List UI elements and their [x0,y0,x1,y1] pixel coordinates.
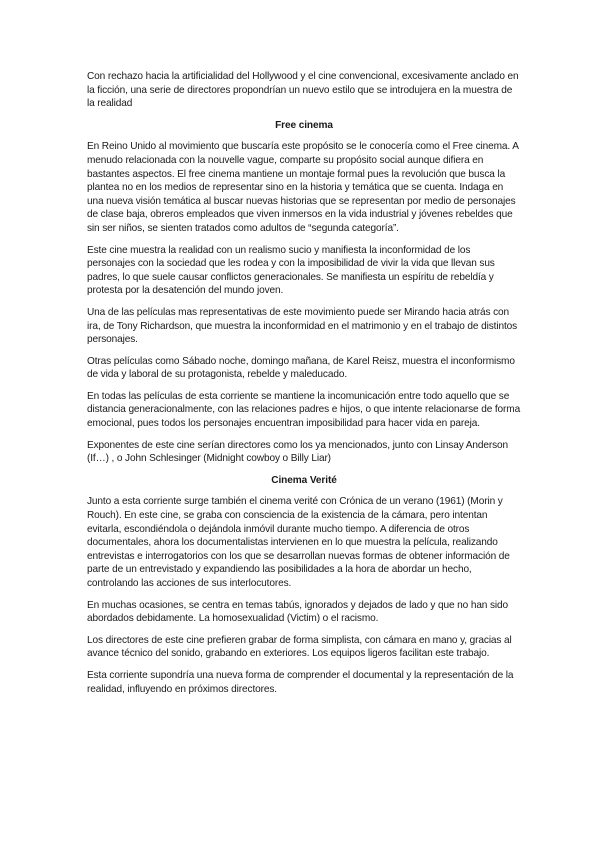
document-page [87,70,521,696]
free-cinema-paragraph-5: En todas las películas de esta corriente se mantiene la incomunicación entre todo aquello que se distancia generacionalmente, con las relaciones padres e hijos, o que intente relacionarse de forma emocional, pues todos los personajes encuentran imposibilidad para hacer vida en pareja. [87,390,521,430]
cinema-verite-paragraph-2: En muchas ocasiones, se centra en temas tabús, ignorados y dejados de lado y que no han sido abordados debidamente. La homosexualidad (Victim) o el racismo. [87,599,509,625]
free-cinema-paragraph-4: Otras películas como Sábado noche, domingo mañana, de Karel Reisz, muestra el inconformismo de vida y laboral de su protagonista, rebelde y maleducado. [87,355,515,381]
cinema-verite-paragraph-4: Esta corriente supondría una nueva forma de comprender el documental y la representación de la realidad, influyendo en próximos directores. [87,669,514,695]
intro-paragraph: Con rechazo hacia la artificialidad del Hollywood y el cine convencional, excesivamente anclado en la ficción, una serie de directores propondrían un nuevo estilo que se introdujera en la muestra de la realidad [87,71,519,110]
section-title-free-cinema: Free cinema [275,119,333,131]
section-title-cinema-verite: Cinema Verité [271,474,337,486]
free-cinema-paragraph-6: Exponentes de este cine serían directores como los ya mencionados, junto con Linsay Anderson (If…) , o John Schlesinger (Midnight cowboy o Billy Liar) [87,439,509,465]
free-cinema-paragraph-3: Una de las películas mas representativas de este movimiento puede ser Mirando hacia atrás con ira, de Tony Richardson, que muestra la inconformidad en el matrimonio y en el trabajo de distintos personajes. [87,306,518,346]
free-cinema-paragraph-2: Este cine muestra la realidad con un realismo sucio y manifiesta la inconformidad de los personajes con la sociedad que les rodea y con la imposibilidad de vivir la vida que llevan sus padres, lo que suele causar conflictos generacionales. Se manifiesta un espíritu de rebeldía y protesta por la desatención del mundo joven. [87,244,495,297]
cinema-verite-paragraph-1: Junto a esta corriente surge también el cinema verité con Crónica de un verano (1961) (Morin y Rouch). En este cine, se graba con consciencia de la existencia de la cámara, pero intentan evitarla, escondiéndola o dejándola inmóvil durante mucho tiempo. A diferencia de otros documentales, ahora los documentalistas intervienen en lo que muestra la película, realizando entrevistas e interrogatorios con los que se desarrollan nuevas formas de obtener información de parte de un entrevistado y expandiendo las posibilidades a la hora de abordar un hecho, controlando las acciones de sus interlocutores. [87,496,510,589]
free-cinema-paragraph-1: En Reino Unido al movimiento que buscaría este propósito se le conocería como el Free cinema. A menudo relacionada con la nouvelle vague, comparte su propósito social aunque difiera en bastantes aspectos. El free cinema mantiene un montaje formal pues la revolución que busca la plantea no en los medios de representar sino en la historia y temática que se cuenta. Indaga en una nueva visión temática al buscar nuevas historias que se representan por medio de personajes de clase baja, obreros empleados que viven inmersos en la vida industrial y jóvenes rebeldes que sin ser niños, se sienten tratados como adultos de “segunda categoría”. [87,141,519,234]
cinema-verite-paragraph-3: Los directores de este cine prefieren grabar de forma simplista, con cámara en mano y, gracias al avance técnico del sonido, grabando en exteriores. Los equipos ligeros facilitan este trabajo. [87,634,512,660]
